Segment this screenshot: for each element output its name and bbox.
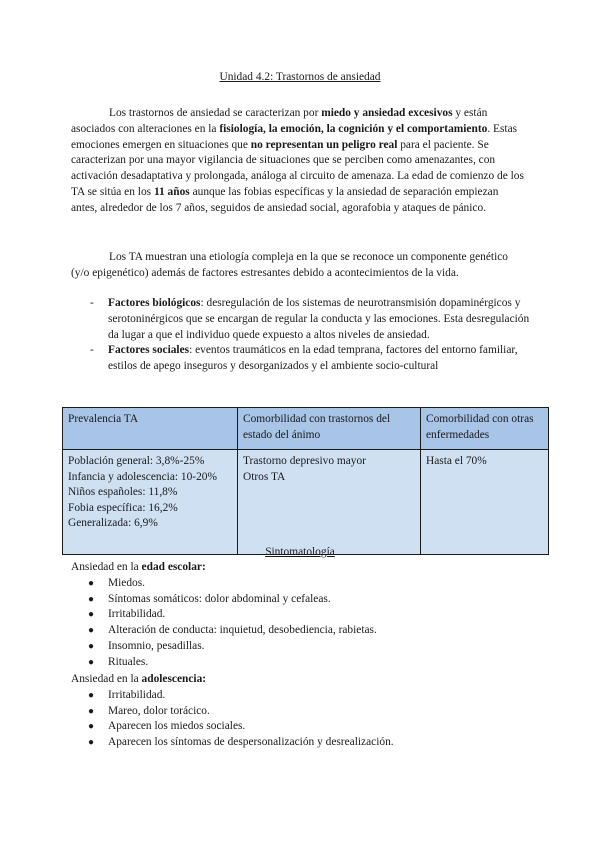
prevalence-table xyxy=(62,407,549,555)
table-header-cell: Comorbilidad con otras enfermedades xyxy=(421,408,549,450)
etiology-paragraph: Los TA muestran una etiología compleja en la que se reconoce un componente genético (y/o epigenético) además de factores estresantes debido a acontecimientos de la vida. xyxy=(71,251,508,279)
section-heading: Ansiedad en la edad escolar: xyxy=(71,561,206,573)
bullet-dot-icon: ● xyxy=(88,640,95,652)
list-item: ● Miedos. xyxy=(71,576,531,592)
list-item: ● Aparecen los miedos sociales. xyxy=(71,719,531,735)
table-row xyxy=(63,450,549,555)
table-header-row xyxy=(63,408,549,450)
bullet-dot-icon: ● xyxy=(88,721,95,733)
list-item: - Factores biológicos: desregulación de los sistemas de neurotransmisión dopaminérgicos y serotoninérgicos que se encargan de regular la conducta y las emociones. Esta desregulación da lugar a que el individuo quede expuesto a altos niveles de ansiedad. xyxy=(90,297,530,341)
intro-bold-4: 11 años xyxy=(153,185,190,198)
list-item: ● Aparecen los síntomas de despersonalización y desrealización. xyxy=(71,735,531,751)
factors-list xyxy=(71,296,531,375)
table-cell: Hasta el 70% xyxy=(421,450,549,555)
section-heading: Ansiedad en la adolescencia: xyxy=(71,673,207,685)
list-item: ● Insomnio, pesadillas. xyxy=(71,639,531,655)
adolescence-section xyxy=(71,672,531,751)
bullet-dot-icon: ● xyxy=(88,609,95,621)
list-item: ● Mareo, dolor torácico. xyxy=(71,704,531,720)
list-item: ● Síntomas somáticos: dolor abdominal y cefaleas. xyxy=(71,592,531,608)
intro-paragraph: Los trastornos de ansiedad se caracterizan por miedo y ansiedad excesivos y están asociados con alteraciones en la fisiología, la emoción, la cognición y el comportamiento. Estas emociones emergen en situaciones que no representan un peligro real para el paciente. Se caracterizan por una mayor vigilancia de situaciones que se perciben como amenazantes, con activación desadaptativa y prolongada, análoga al circuito de amenaza. La edad de comienzo de los TA se sitúa en los 11 años aunque las fobias específicas y la ansiedad de separación empiezan antes, alrededor de los 7 años, seguidos de ansiedad social, agorafobia y ataques de pánico. xyxy=(71,107,524,214)
intro-bold-1: miedo y ansiedad excesivos xyxy=(321,107,453,119)
dash-icon: - xyxy=(90,344,94,357)
table-cell: Población general: 3,8%-25% Infancia y adolescencia: 10-20% Niños españoles: 11,8% Fobia específica: 16,2% Generalizada: 6,9% xyxy=(63,450,238,555)
bullet-dot-icon: ● xyxy=(88,625,95,637)
list-item: ● Rituales. xyxy=(71,655,531,671)
bullet-dot-icon: ● xyxy=(88,593,95,605)
table-header-cell: Comorbilidad con trastornos del estado del ánimo xyxy=(238,408,421,450)
bullet-dot-icon: ● xyxy=(88,705,95,717)
bullet-dot-icon: ● xyxy=(88,737,95,749)
intro-bold-3: no representan un peligro real xyxy=(250,138,398,151)
section-title: Sintomatología xyxy=(265,546,335,558)
table-header-cell: Prevalencia TA xyxy=(63,408,238,450)
table-cell: Trastorno depresivo mayor Otros TA xyxy=(238,450,421,555)
bullet-dot-icon: ● xyxy=(88,656,95,668)
bullet-dot-icon: ● xyxy=(88,577,95,589)
intro-bold-2: fisiología, la emoción, la cognición y el comportamiento xyxy=(219,122,488,135)
list-item: ● Alteración de conducta: inquietud, desobediencia, rabietas. xyxy=(71,623,531,639)
list-item: - Factores sociales: eventos traumáticos en la edad temprana, factores del entorno familiar, estilos de apego inseguros y desorganizados y el ambiente socio-cultural xyxy=(90,344,518,373)
bullet-dot-icon: ● xyxy=(88,689,95,701)
school-age-section xyxy=(71,560,531,671)
list-item: ● Irritabilidad. xyxy=(71,607,531,623)
adolescence-symptoms-list xyxy=(71,688,531,751)
page-title: Unidad 4.2: Trastornos de ansiedad xyxy=(219,71,381,83)
school-symptoms-list xyxy=(71,576,531,671)
list-item: ● Irritabilidad. xyxy=(71,688,531,704)
dash-icon: - xyxy=(90,297,94,309)
